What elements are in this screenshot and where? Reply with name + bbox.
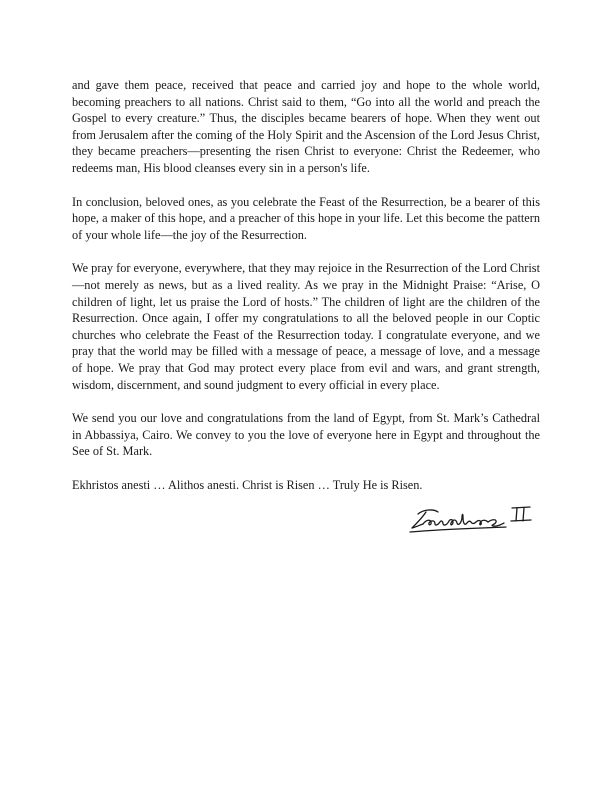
- paragraph-prayer: We pray for everyone, everywhere, that they may rejoice in the Resurrection of the Lord Christ—not merely as news, but as a lived reality. As we pray in the Midnight Praise: “Arise, O children of light, let us praise the Lord of hosts.” The children of light are the children of the Resurrection. Once again, I offer my congratulations to all the beloved people in our Coptic churches who celebrate the Feast of the Resurrection today. I congratulate everyone, and we pray that the world may be filled with a message of peace, a message of love, and a message of hope. We pray that God may protect every place from evil and wars, and grant strength, wisdom, discernment, and sound judgment to every official in every place.: [72, 261, 540, 392]
- letter-body: [72, 77, 540, 510]
- paragraph-resurrection-greeting: Ekhristos anesti … Alithos anesti. Christ is Risen … Truly He is Risen.: [72, 477, 423, 492]
- paragraph-peace-and-hope: and gave them peace, received that peace and carried joy and hope to the whole world, becoming preachers to all nations. Christ said to them, “Go into all the world and preach the Gospel to every creature.” Thus, the disciples became bearers of hope. When they went out from Jerusalem after the coming of the Holy Spirit and the Ascension of the Lord Jesus Christ, they became preachers—presenting the risen Christ to everyone: Christ the Redeemer, who redeems man, His blood cleanses every sin in a person's life.: [72, 78, 540, 175]
- paragraph-greetings-from-egypt: We send you our love and congratulations from the land of Egypt, from St. Mark’s Cathedral in Abbassiya, Cairo. We convey to you the love of everyone here in Egypt and throughout the See of St. Mark.: [72, 411, 540, 459]
- handwritten-signature: [404, 500, 544, 538]
- paragraph-conclusion: In conclusion, beloved ones, as you celebrate the Feast of the Resurrection, be a bearer of this hope, a maker of this hope, and a preacher of this hope in your life. Let this become the pattern of your whole life—the joy of the Resurrection.: [72, 194, 540, 242]
